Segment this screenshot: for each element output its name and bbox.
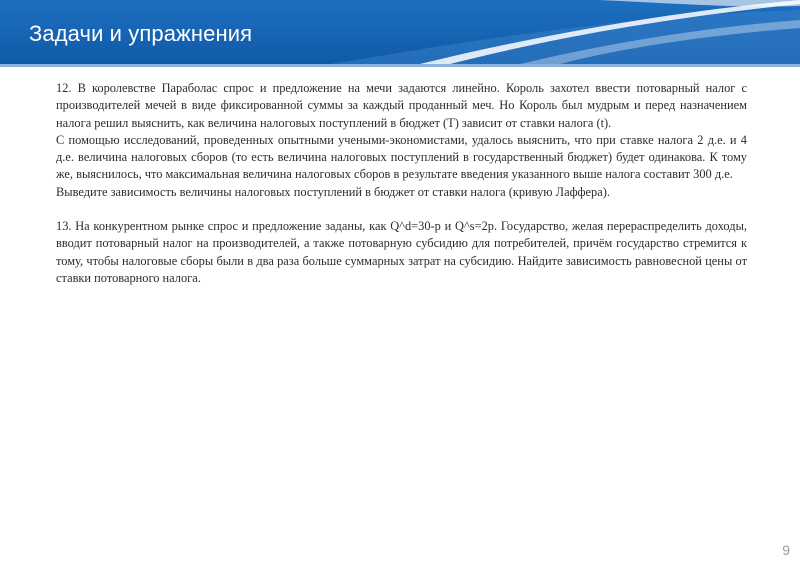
task-12-paragraph-1: 12. В королевстве Параболас спрос и предложение на мечи задаются линейно. Король захотел ввести потоварный налог с производителей мечей в виде фиксированной суммы за каждый проданный меч. Но Король был мудрым и перед назначением налога решил выяснить, как величина налоговых поступлений в бюджет (T) зависит от ставки налога (t). (56, 81, 747, 130)
task-12-paragraph-3: Выведите зависимость величины налоговых поступлений в бюджет от ставки налога (кривую Лаффера). (56, 184, 610, 199)
task-text (56, 80, 747, 287)
task-13-paragraph: 13. На конкурентном рынке спрос и предложение заданы, как Q^d=30-p и Q^s=2p. Государство, желая перераспределить доходы, вводит потоварный налог на производителей, а также потоварную субсидию для потребителей, причём государство стремится к тому, чтобы налоговые сборы были в два раза больше суммарных затрат на субсидию. Найдите зависимость равновесной цены от ставки потоварного налога. (56, 219, 747, 285)
page-number: 9 (782, 542, 790, 558)
header-underline (0, 64, 800, 67)
task-12-paragraph-2: С помощью исследований, проведенных опытными учеными-экономистами, удалось выяснить, что при ставке налога 2 д.е. и 4 д.е. величина налоговых сборов (то есть величина налоговых поступлений в государственный бюджет) будет одинакова. К тому же, выяснилось, что максимальная величина налоговых сборов в результате введения указанного выше налога составит 300 д.е. (56, 132, 747, 182)
paragraph-spacer (56, 201, 747, 218)
slide-title: Задачи и упражнения (29, 21, 253, 46)
header-bar (0, 0, 800, 64)
